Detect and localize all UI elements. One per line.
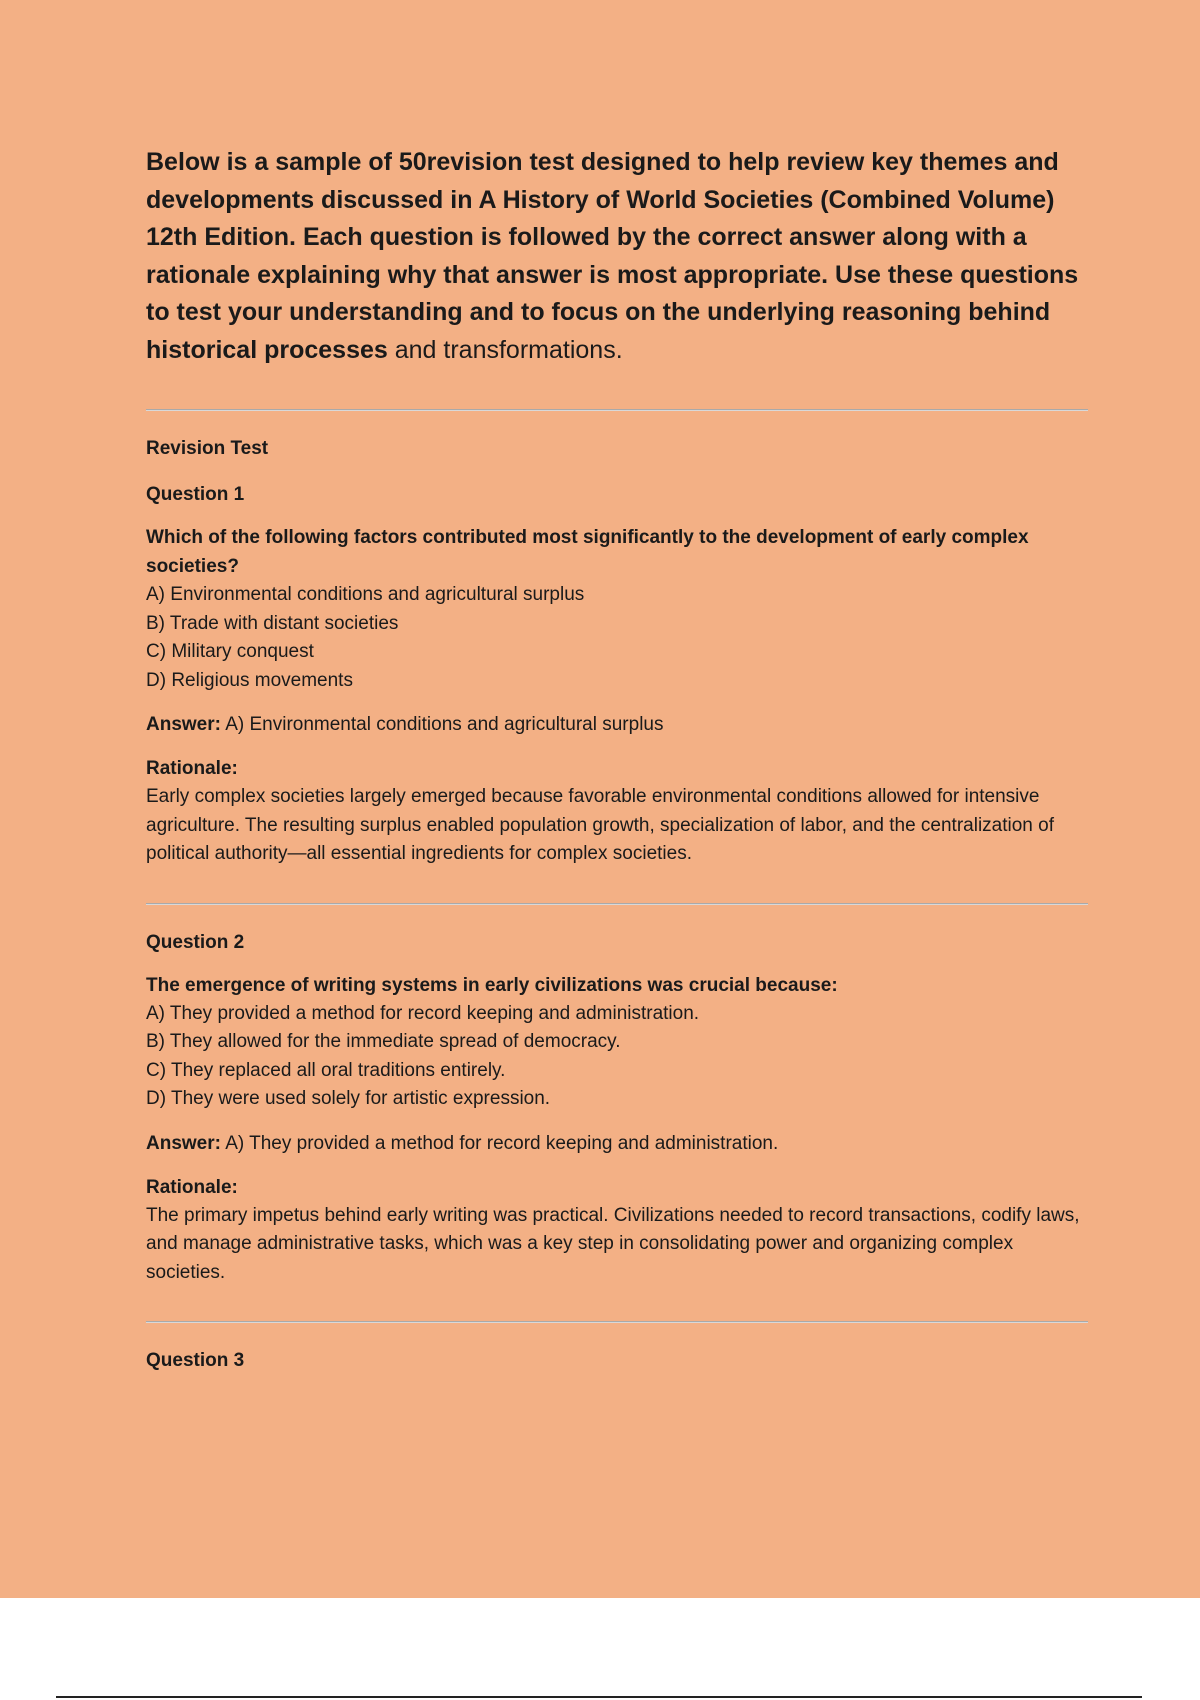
answer-label: Answer: bbox=[146, 714, 221, 735]
question-2-rationale-label: Rationale: bbox=[146, 1176, 238, 1198]
question-2-text: The emergence of writing systems in early civilizations was crucial because: bbox=[146, 974, 838, 996]
revision-test-title: Revision Test bbox=[146, 438, 269, 459]
question-2-answer bbox=[146, 1130, 1090, 1158]
question-1-option-c: C) Military conquest bbox=[146, 641, 314, 662]
document-content bbox=[146, 144, 1090, 1373]
question-2-options bbox=[146, 1000, 1090, 1114]
question-block-3 bbox=[146, 1349, 1090, 1373]
question-1-answer-text: A) Environmental conditions and agricultural surplus bbox=[220, 714, 664, 735]
section-divider bbox=[146, 409, 1088, 411]
section-divider bbox=[146, 903, 1088, 905]
question-2-rationale-text: The primary impetus behind early writing was practical. Civilizations needed to record transactions, codify laws, and manage administrative tasks, which was a key step in consolidating power and organizing complex societies. bbox=[146, 1204, 1080, 1283]
question-2-option-b: B) They allowed for the immediate spread of democracy. bbox=[146, 1031, 621, 1052]
question-1-rationale-text: Early complex societies largely emerged because favorable environmental conditions allowed for intensive agriculture. The resulting surplus enabled population growth, specialization of labor, and the centralization of political authority—all essential ingredients for complex societies. bbox=[146, 786, 1054, 864]
question-1-option-a: A) Environmental conditions and agricultural surplus bbox=[146, 584, 585, 605]
question-block-2 bbox=[146, 931, 1090, 1288]
footer-rule bbox=[56, 1696, 1142, 1698]
question-1-text: Which of the following factors contributed most significantly to the development of early complex societies? bbox=[146, 527, 1029, 577]
question-1-option-b: B) Trade with distant societies bbox=[146, 612, 399, 634]
intro-paragraph bbox=[146, 144, 1090, 369]
question-1-rationale-label: Rationale: bbox=[146, 758, 238, 779]
question-2-label: Question 2 bbox=[146, 931, 245, 953]
question-2-option-d: D) They were used solely for artistic expression. bbox=[146, 1088, 551, 1109]
question-1-label: Question 1 bbox=[146, 484, 245, 505]
question-block-1 bbox=[146, 483, 1090, 869]
section-divider bbox=[146, 1321, 1088, 1323]
question-2-option-c: C) They replaced all oral traditions entirely. bbox=[146, 1059, 506, 1081]
answer-label: Answer: bbox=[146, 1132, 221, 1154]
intro-bold-text: Below is a sample of 50revision test designed to help review key themes and developments discussed in A History of World Societies (Combined Volume) 12th Edition. Each question is followed by the correct answer along with a rationale explaining why that answer is most appropriate. Use these questions to test your understanding and to focus on the underlying reasoning behind historical processes bbox=[146, 148, 1079, 364]
question-1-options bbox=[146, 581, 1090, 695]
question-2-option-a: A) They provided a method for record keeping and administration. bbox=[146, 1002, 700, 1024]
question-1-answer bbox=[146, 711, 1090, 739]
question-2-answer-text: A) They provided a method for record keeping and administration. bbox=[220, 1132, 779, 1154]
question-1-option-d: D) Religious movements bbox=[146, 669, 353, 691]
question-3-label: Question 3 bbox=[146, 1350, 245, 1371]
intro-normal-text: and transformations. bbox=[387, 335, 623, 364]
